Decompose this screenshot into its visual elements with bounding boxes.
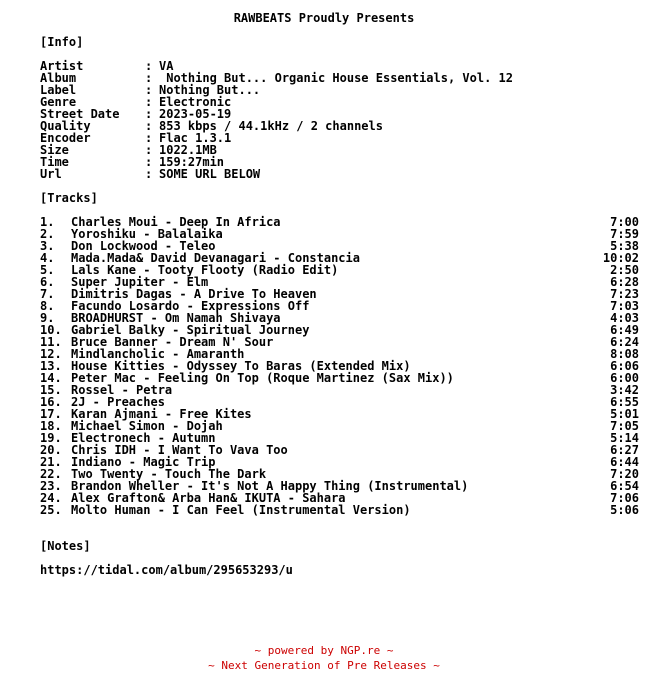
info-separator: : xyxy=(145,167,153,181)
track-duration: 8:08 xyxy=(610,347,639,361)
track-duration: 5:06 xyxy=(610,503,639,517)
track-title: Chris IDH - I Want To Vava Too xyxy=(71,443,288,457)
track-title: Lals Kane - Tooty Flooty (Radio Edit) xyxy=(71,263,339,277)
track-number: 16. xyxy=(40,395,62,409)
info-key: Label xyxy=(40,83,77,97)
track-duration: 6:27 xyxy=(610,443,639,457)
track-duration: 6:44 xyxy=(610,455,639,469)
info-separator: : xyxy=(145,59,153,73)
info-heading: [Info] xyxy=(40,35,84,49)
info-separator: : xyxy=(145,119,153,133)
track-duration: 6:54 xyxy=(610,479,639,493)
track-title: Charles Moui - Deep In Africa xyxy=(71,215,281,229)
info-value: Electronic xyxy=(159,95,232,109)
info-separator: : xyxy=(145,95,153,109)
track-duration: 6:24 xyxy=(610,335,639,349)
info-value: Nothing But... xyxy=(159,83,261,97)
info-separator: : xyxy=(145,155,153,169)
info-value: Flac 1.3.1 xyxy=(159,131,232,145)
info-separator: : xyxy=(145,107,153,121)
track-number: 17. xyxy=(40,407,62,421)
track-title: Electronech - Autumn xyxy=(71,431,216,445)
info-key: Genre xyxy=(40,95,77,109)
info-key: Artist xyxy=(40,59,84,73)
track-number: 14. xyxy=(40,371,62,385)
track-number: 13. xyxy=(40,359,62,373)
info-value: Nothing But... Organic House Essentials, Vol. 12 xyxy=(159,71,514,85)
track-number: 20. xyxy=(40,443,62,457)
track-title: Mada.Mada& David Devanagari - Constancia xyxy=(71,251,360,265)
track-title: Mindlancholic - Amaranth xyxy=(71,347,245,361)
track-duration: 6:06 xyxy=(610,359,639,373)
track-number: 5. xyxy=(40,263,55,277)
info-key: Url xyxy=(40,167,62,181)
notes-heading: [Notes] xyxy=(40,539,91,553)
track-number: 3. xyxy=(40,239,55,253)
info-separator: : xyxy=(145,131,153,145)
track-number: 1. xyxy=(40,215,55,229)
track-title: Dimitris Dagas - A Drive To Heaven xyxy=(71,287,317,301)
track-duration: 7:00 xyxy=(610,215,639,229)
track-title: Brandon Wheller - It's Not A Happy Thing (Instrumental) xyxy=(71,479,469,493)
track-number: 15. xyxy=(40,383,62,397)
track-number: 9. xyxy=(40,311,55,325)
track-number: 6. xyxy=(40,275,55,289)
track-duration: 7:05 xyxy=(610,419,639,433)
track-number: 23. xyxy=(40,479,62,493)
track-duration: 4:03 xyxy=(610,311,639,325)
track-number: 22. xyxy=(40,467,62,481)
track-title: Karan Ajmani - Free Kites xyxy=(71,407,252,421)
track-number: 18. xyxy=(40,419,62,433)
track-title: Indiano - Magic Trip xyxy=(71,455,216,469)
track-title: Yoroshiku - Balalaika xyxy=(71,227,223,241)
track-title: Gabriel Balky - Spiritual Journey xyxy=(71,323,310,337)
info-value: SOME URL BELOW xyxy=(159,167,261,181)
track-title: Bruce Banner - Dream N' Sour xyxy=(71,335,274,349)
track-duration: 6:55 xyxy=(610,395,639,409)
track-number: 12. xyxy=(40,347,62,361)
track-duration: 6:28 xyxy=(610,275,639,289)
info-key: Size xyxy=(40,143,69,157)
notes-url: https://tidal.com/album/295653293/u xyxy=(40,563,293,577)
info-value: 159:27min xyxy=(159,155,225,169)
track-number: 2. xyxy=(40,227,55,241)
info-value: VA xyxy=(159,59,174,73)
footer-tagline: ~ Next Generation of Pre Releases ~ xyxy=(208,659,440,672)
track-title: BROADHURST - Om Namah Shivaya xyxy=(71,311,281,325)
release-header: RAWBEATS Proudly Presents xyxy=(233,11,415,25)
track-title: 2J - Preaches xyxy=(71,395,165,409)
track-title: Peter Mac - Feeling On Top (Roque Martinez (Sax Mix)) xyxy=(71,371,454,385)
track-number: 25. xyxy=(40,503,62,517)
track-duration: 7:03 xyxy=(610,299,639,313)
track-number: 21. xyxy=(40,455,62,469)
info-key: Encoder xyxy=(40,131,91,145)
track-duration: 2:50 xyxy=(610,263,639,277)
track-number: 7. xyxy=(40,287,55,301)
track-duration: 7:23 xyxy=(610,287,639,301)
track-duration: 5:38 xyxy=(610,239,639,253)
info-key: Street Date xyxy=(40,107,120,121)
info-separator: : xyxy=(145,71,153,85)
track-duration: 6:00 xyxy=(610,371,639,385)
track-title: Super Jupiter - Elm xyxy=(71,275,209,289)
track-title: House Kitties - Odyssey To Baras (Extended Mix) xyxy=(71,359,411,373)
track-title: Rossel - Petra xyxy=(71,383,173,397)
track-duration: 10:02 xyxy=(602,251,639,265)
info-value: 1022.1MB xyxy=(159,143,217,157)
track-number: 4. xyxy=(40,251,55,265)
track-title: Two Twenty - Touch The Dark xyxy=(71,467,267,481)
info-key: Quality xyxy=(40,119,91,133)
info-separator: : xyxy=(145,143,153,157)
track-title: Don Lockwood - Teleo xyxy=(71,239,216,253)
track-number: 24. xyxy=(40,491,62,505)
track-title: Michael Simon - Dojah xyxy=(71,419,223,433)
info-key: Time xyxy=(40,155,69,169)
info-value: 2023-05-19 xyxy=(159,107,232,121)
track-duration: 5:14 xyxy=(610,431,639,445)
track-number: 11. xyxy=(40,335,62,349)
track-number: 19. xyxy=(40,431,62,445)
track-title: Facundo Losardo - Expressions Off xyxy=(71,299,310,313)
info-value: 853 kbps / 44.1kHz / 2 channels xyxy=(159,119,383,133)
track-duration: 7:20 xyxy=(610,467,639,481)
track-number: 10. xyxy=(40,323,62,337)
track-title: Alex Grafton& Arba Han& IKUTA - Sahara xyxy=(71,491,346,505)
track-title: Molto Human - I Can Feel (Instrumental Version) xyxy=(71,503,411,517)
track-duration: 5:01 xyxy=(610,407,639,421)
track-number: 8. xyxy=(40,299,55,313)
track-duration: 7:06 xyxy=(610,491,639,505)
tracks-heading: [Tracks] xyxy=(40,191,98,205)
info-key: Album xyxy=(40,71,77,85)
track-duration: 6:49 xyxy=(610,323,639,337)
footer-powered-by: ~ powered by NGP.re ~ xyxy=(254,644,394,657)
info-separator: : xyxy=(145,83,153,97)
track-duration: 7:59 xyxy=(610,227,639,241)
track-duration: 3:42 xyxy=(610,383,639,397)
